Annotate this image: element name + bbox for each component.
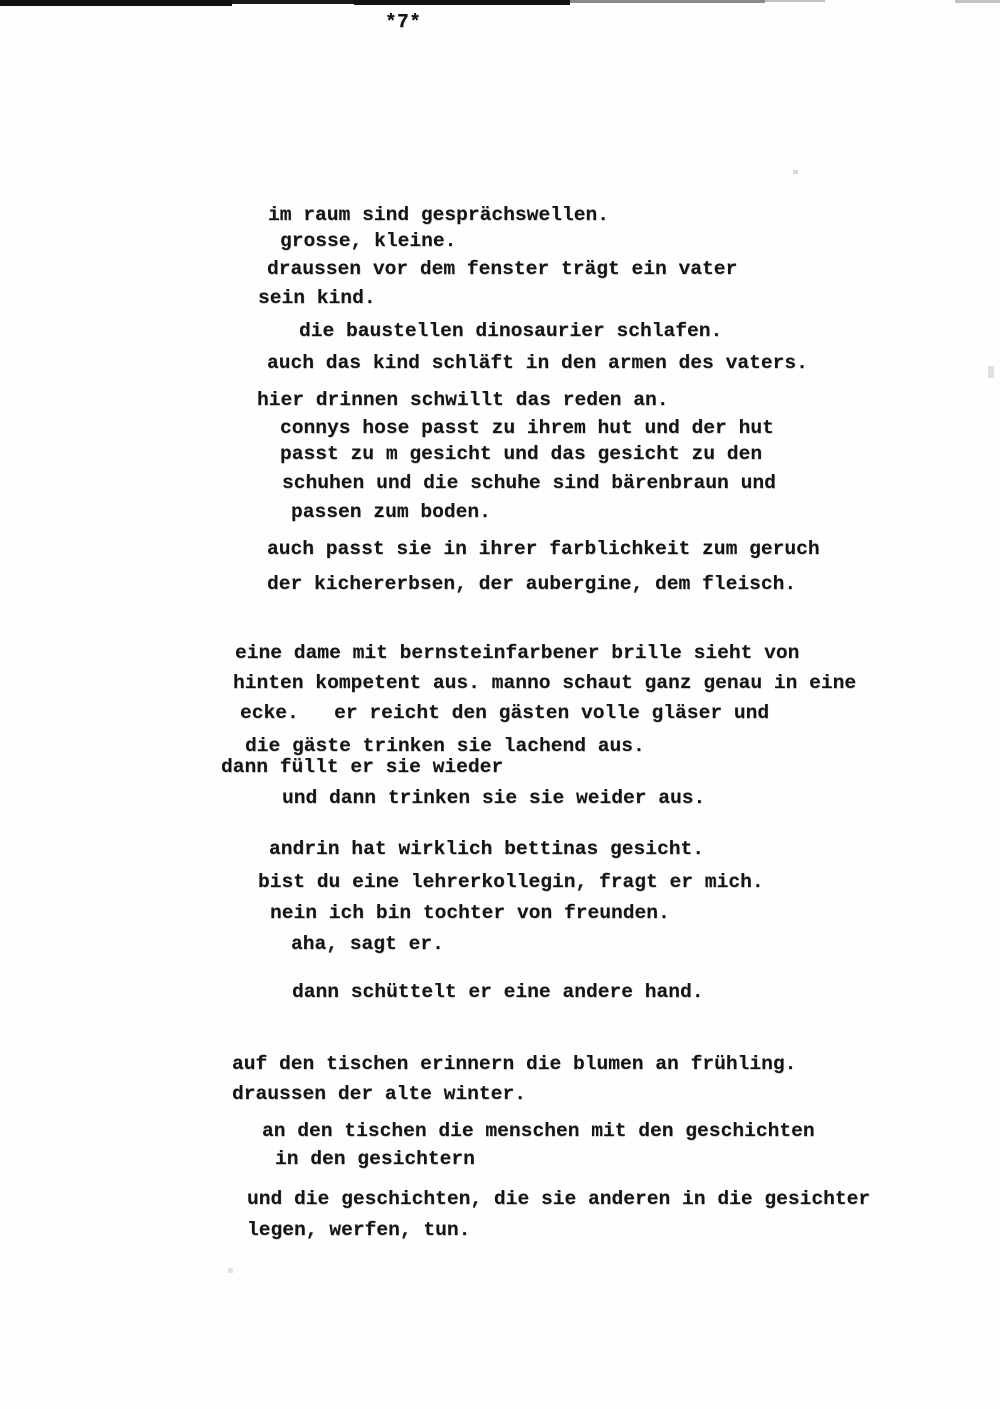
poem-line: connys hose passt zu ihrem hut und der hut [280,417,774,439]
poem-line: auf den tischen erinnern die blumen an frühling. [232,1053,797,1075]
poem-line: bist du eine lehrerkollegin, fragt er mich. [258,871,764,893]
poem-line: sein kind. [258,287,376,309]
poem-line: die gäste trinken sie lachend aus. [245,735,645,757]
poem-line: passen zum boden. [291,501,491,523]
poem-line: nein ich bin tochter von freunden. [270,902,670,924]
poem-line: hinten kompetent aus. manno schaut ganz genau in eine [233,672,857,694]
scan-mark [765,0,825,2]
poem-line: dann schüttelt er eine andere hand. [292,981,704,1003]
poem-line: grosse, kleine. [280,230,457,252]
scan-mark [570,0,765,3]
poem-line: der kichererbsen, der aubergine, dem fleisch. [267,573,797,595]
poem-line: draussen der alte winter. [232,1083,526,1105]
poem-line: hier drinnen schwillt das reden an. [257,389,669,411]
poem-line: dann füllt er sie wieder [221,756,504,778]
poem-line: eine dame mit bernsteinfarbener brille sieht von [235,642,800,664]
scan-mark [955,0,1000,3]
scan-mark [0,0,232,6]
poem-line: auch das kind schläft in den armen des vaters. [267,352,808,374]
poem-line: die baustellen dinosaurier schlafen. [299,320,723,342]
poem-line: an den tischen die menschen mit den geschichten [262,1120,815,1142]
poem-line: im raum sind gesprächswellen. [268,204,609,226]
scan-mark [988,366,994,378]
poem-line: legen, werfen, tun. [247,1219,471,1241]
poem-line: aha, sagt er. [291,933,444,955]
poem-line: draussen vor dem fenster trägt ein vater [267,258,738,280]
poem-line: passt zu m gesicht und das gesicht zu den [280,443,763,465]
poem-line: ecke. er reicht den gästen volle gläser und [240,702,770,724]
poem-line: in den gesichtern [275,1148,475,1170]
scan-mark [354,0,570,5]
scan-mark [232,0,354,4]
poem-line: schuhen und die schuhe sind bärenbraun und [282,472,776,494]
poem-line: und die geschichten, die sie anderen in die gesichter [247,1188,871,1210]
poem-line: und dann trinken sie sie weider aus. [282,787,706,809]
page-number: *7* [385,11,422,33]
poem-line: andrin hat wirklich bettinas gesicht. [269,838,705,860]
poem-line: auch passt sie in ihrer farblichkeit zum geruch [267,538,820,560]
scan-mark [793,170,798,174]
scan-mark [228,1268,233,1273]
